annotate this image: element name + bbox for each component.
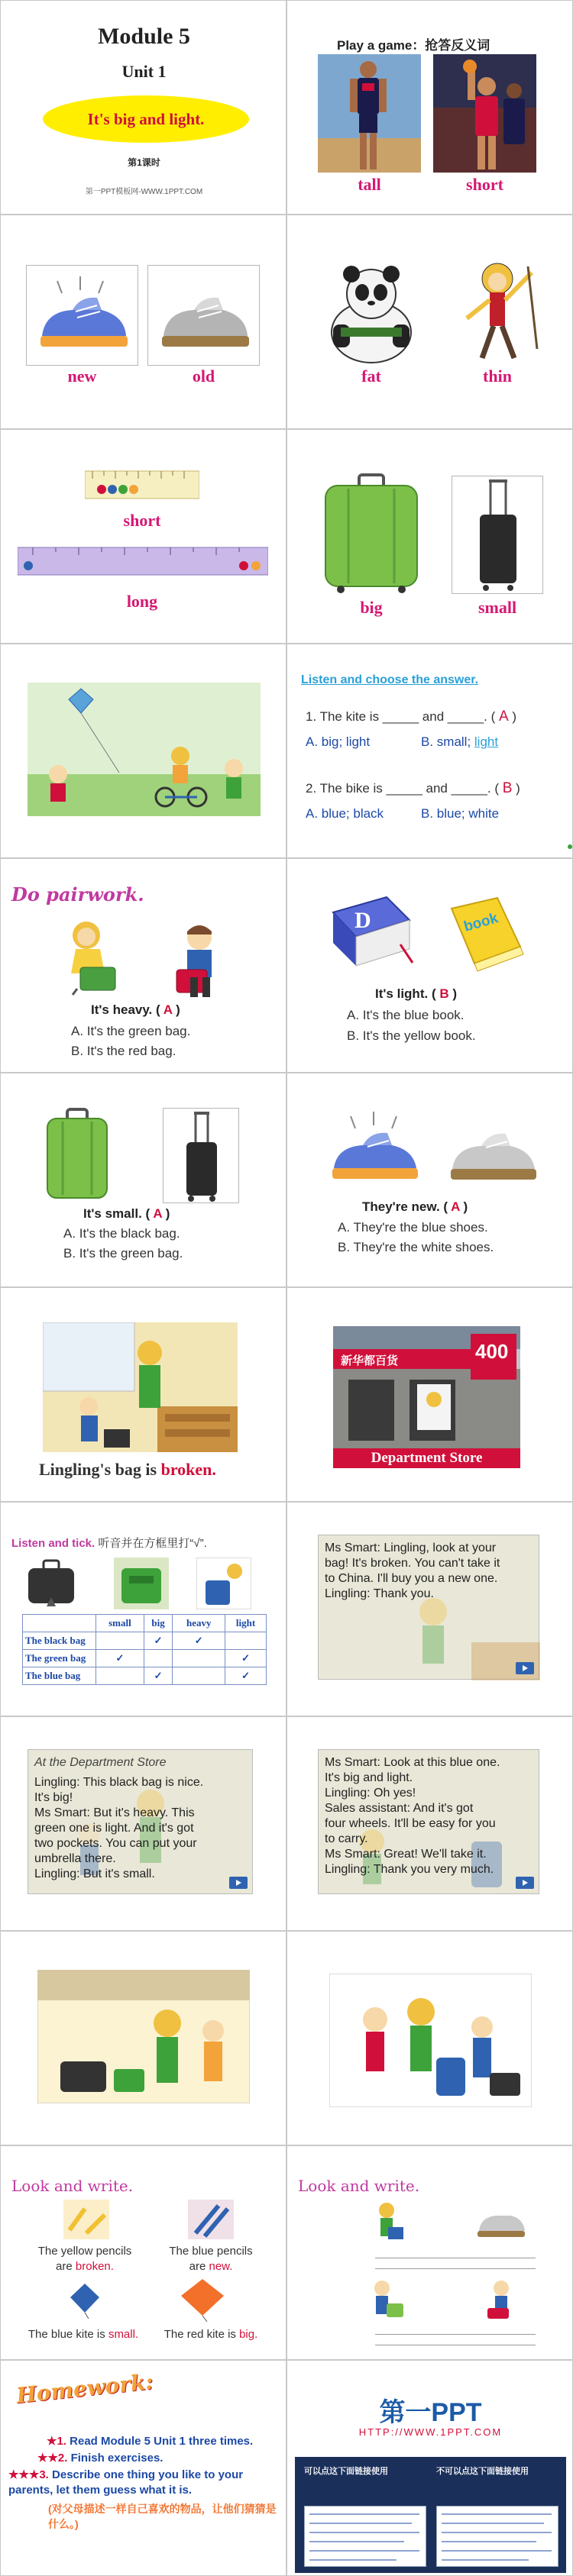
new-question-text: They're new.	[362, 1199, 440, 1214]
tick-col-3: heavy	[173, 1615, 225, 1632]
old-shoe-image	[147, 265, 260, 366]
blue-kite-image	[66, 2282, 104, 2319]
heavy-answer: A	[163, 1002, 173, 1017]
small-answer: A	[153, 1206, 162, 1221]
tick-table-header	[23, 1615, 267, 1632]
title-banner	[43, 95, 249, 143]
blue-kite-prefix: The blue kite is	[28, 2328, 108, 2341]
tick-table	[22, 1614, 267, 1685]
heavy-question-text: It's heavy.	[91, 1002, 153, 1017]
homework-text-3: Describe one thing you like to your parents, let them guess what it is.	[8, 2468, 244, 2497]
write-line[interactable]	[375, 2268, 536, 2269]
book-label: book	[461, 910, 500, 935]
yellow-pencils-prefix: are	[56, 2260, 76, 2273]
homework-heading: Homework:	[15, 2368, 155, 2409]
broken-bag-scene-image	[43, 1322, 238, 1452]
slide-new-shoes	[286, 1073, 573, 1287]
small-question	[83, 1206, 170, 1222]
tick-col-1: small	[96, 1615, 144, 1632]
slide-fat-thin	[286, 215, 573, 429]
play-button[interactable]	[516, 1877, 534, 1889]
dialogue-1-line: Lingling: Thank you.	[325, 1587, 434, 1600]
broken-caption	[39, 1460, 216, 1480]
long-ruler-image	[18, 543, 268, 579]
dictionary-image	[318, 889, 417, 981]
blue-kite-highlight: small.	[108, 2328, 139, 2341]
dialogue-3-line: Sales assistant: And it's got	[325, 1802, 474, 1815]
slide-scene-shop-1	[0, 1931, 286, 2145]
dialogue-3-panel	[318, 1749, 539, 1894]
q1-option-a: A. big; light	[306, 734, 371, 749]
tick-cell[interactable]	[225, 1632, 267, 1650]
table-row	[23, 1667, 267, 1685]
store-sign-number: 400	[475, 1340, 509, 1363]
store-sign-shop: 新华都百货	[341, 1354, 399, 1367]
white-shoes-image	[440, 1108, 547, 1196]
homework-text-1: Read Module 5 Unit 1 three times.	[70, 2435, 254, 2448]
slide-listen-choose	[286, 644, 573, 858]
new-shoe-image	[26, 265, 138, 366]
slide-big-small	[286, 429, 573, 644]
row-label: The green bag	[23, 1650, 96, 1667]
answer-2: B	[502, 780, 513, 796]
new-answer-open: (	[443, 1199, 452, 1214]
slide-park-scene	[0, 644, 286, 858]
q2-option-b: B. blue; white	[421, 806, 500, 821]
homework-stars-1: ★1.	[47, 2435, 66, 2448]
pairwork-heading: Do pairwork.	[11, 883, 144, 905]
yellow-pencils-sentence	[24, 2244, 146, 2274]
blue-kite-sentence	[15, 2328, 152, 2341]
question-2-text: 2. The bike is _____ and _____.	[306, 781, 491, 796]
credits-links-left[interactable]	[304, 2506, 426, 2567]
tick-cell[interactable]: ✓	[144, 1632, 173, 1650]
small-answer-open: (	[145, 1206, 154, 1221]
q1-option-b-text: B. small;	[421, 734, 474, 749]
light-answer-open: (	[431, 986, 440, 1001]
small-answer-close: )	[161, 1206, 170, 1221]
credits-col-left-title: 可以点这下面链接使用	[304, 2467, 388, 2476]
table-row	[23, 1632, 267, 1650]
homework-text-2: Finish exercises.	[70, 2452, 163, 2465]
unit-title: Unit 1	[121, 62, 167, 81]
yellow-pencils-line2	[24, 2259, 146, 2274]
blue-pencils-line1: The blue pencils	[169, 2245, 253, 2258]
new-option-b: B. They're the white shoes.	[338, 1240, 494, 1254]
girl-carrying-bag-image	[54, 912, 138, 996]
short-ruler-image	[85, 468, 199, 502]
heavy-answer-close: )	[172, 1002, 180, 1017]
new-question	[362, 1199, 468, 1215]
broken-caption-text: Lingling's bag is	[39, 1460, 161, 1479]
slide-new-old	[0, 215, 286, 429]
tick-heading	[11, 1535, 207, 1551]
dialogue-3-line: Lingling: Thank you very much.	[325, 1863, 494, 1876]
tick-cell[interactable]: ✓	[225, 1650, 267, 1667]
green-bag-image	[114, 1558, 169, 1609]
heavy-question	[91, 1002, 180, 1018]
tick-cell[interactable]	[144, 1650, 173, 1667]
yellow-pencils-line1: The yellow pencils	[37, 2245, 132, 2258]
dialogue-3-line: four wheels. It'll be easy for you	[325, 1817, 496, 1830]
blue-bag-image	[196, 1558, 251, 1609]
slide-tall-short	[286, 0, 573, 215]
dialogue-2-line: Ms Smart: But it's heavy. This	[34, 1806, 195, 1819]
module-title: Module 5	[98, 24, 190, 49]
q2-option-a: A. blue; black	[306, 806, 384, 821]
blue-pencils-sentence	[150, 2244, 272, 2274]
answer-1: A	[499, 709, 509, 725]
dialogue-3-line: to carry.	[325, 1832, 368, 1845]
slide-short-long	[0, 429, 286, 644]
homework-stars-2: ★★2.	[37, 2452, 68, 2465]
tick-cell[interactable]	[173, 1667, 225, 1685]
big-suitcase-image	[318, 472, 425, 594]
write-line[interactable]	[375, 2334, 536, 2335]
tick-col-2: big	[144, 1615, 173, 1632]
brand-title: 第一PPT	[379, 2398, 482, 2427]
word-old: old	[192, 366, 215, 386]
girl-case-image	[364, 2277, 410, 2323]
heavy-answer-open: (	[156, 1002, 163, 1017]
word-short: short	[466, 175, 503, 194]
lesson-label: 第1课时	[128, 157, 160, 168]
light-question-text: It's light.	[375, 986, 429, 1001]
park-kite-image	[28, 683, 261, 816]
shop-scene-image-1	[37, 1970, 250, 2103]
answer-2-open: (	[494, 781, 503, 796]
look-write-heading-1: Look and write.	[11, 2177, 134, 2195]
slide-homework	[0, 2360, 286, 2576]
green-suitcase-image	[43, 1108, 112, 1203]
homework-item-1	[47, 2434, 253, 2448]
question-2	[306, 780, 520, 797]
slide-look-write-1	[0, 2145, 286, 2360]
credits-links-right[interactable]	[436, 2506, 558, 2567]
dialogue-1-panel	[318, 1535, 539, 1680]
tick-cell[interactable]	[96, 1667, 144, 1685]
red-kite-image	[175, 2277, 230, 2322]
blue-shoes-image	[322, 1104, 429, 1196]
new-answer: A	[451, 1199, 460, 1214]
blue-pencils-highlight: new.	[209, 2260, 233, 2273]
credit-text: 第一PPT模板网-WWW.1PPT.COM	[85, 188, 203, 196]
slide-department-store	[286, 1287, 573, 1502]
brand-url: HTTP://WWW.1PPT.COM	[358, 2426, 503, 2438]
small-option-a: A. It's the black bag.	[63, 1226, 180, 1241]
tall-player-image	[318, 54, 421, 173]
panda-image	[318, 257, 425, 364]
listen-heading: Listen and choose the answer.	[301, 673, 479, 686]
slide-small-bag	[0, 1073, 286, 1287]
blue-pencils-prefix: are	[189, 2260, 209, 2273]
dialogue-3-line: Lingling: Oh yes!	[325, 1787, 416, 1800]
game-heading: Play a game：抢答反义词	[337, 38, 490, 53]
slide-dialogue-2	[0, 1716, 286, 1931]
play-button[interactable]	[516, 1662, 534, 1674]
dialogue-2-line: Lingling: But it's small.	[34, 1867, 155, 1880]
black-trolley-image	[163, 1108, 239, 1203]
word-new: new	[67, 366, 97, 386]
light-question	[375, 986, 457, 1002]
answer-1-close: )	[508, 709, 517, 724]
monkey-image	[452, 257, 543, 364]
credits-col-right-title: 不可以点这下面链接使用	[436, 2467, 529, 2476]
boy-carrying-bag-image	[161, 916, 238, 1000]
store-photo-image	[333, 1326, 520, 1448]
new-answer-close: )	[459, 1199, 468, 1214]
red-kite-sentence	[146, 2328, 276, 2341]
homework-item-3	[8, 2468, 268, 2498]
dialogue-2-line: It's big!	[34, 1791, 73, 1804]
q1-option-b-highlight: light	[474, 734, 499, 749]
word-big: big	[360, 598, 383, 617]
row-label: The blue bag	[23, 1667, 96, 1685]
heavy-option-a: A. It's the green bag.	[71, 1024, 191, 1038]
girl-bag-image	[364, 2200, 410, 2245]
light-answer-close: )	[448, 986, 458, 1001]
word-small: small	[478, 598, 517, 617]
slide-scene-shop-2	[286, 1931, 573, 2145]
dialogue-3-line: Ms Smart: Great! We'll take it.	[325, 1848, 487, 1861]
tick-col-0	[23, 1615, 96, 1632]
word-short-ruler: short	[123, 511, 161, 530]
slide-listen-tick	[0, 1502, 286, 1716]
tick-cell[interactable]: ✓	[144, 1667, 173, 1685]
tick-cell[interactable]	[173, 1650, 225, 1667]
dialogue-2-heading: At the Department Store	[34, 1756, 167, 1769]
look-write-heading-2: Look and write.	[298, 2177, 420, 2195]
heavy-option-b: B. It's the red bag.	[71, 1044, 176, 1058]
small-question-text: It's small.	[83, 1206, 142, 1221]
slide-credits	[286, 2360, 573, 2576]
slide-pairwork-heavy	[0, 858, 286, 1073]
tick-cell[interactable]: ✓	[225, 1667, 267, 1685]
play-button[interactable]	[229, 1877, 248, 1889]
tick-cell[interactable]: ✓	[173, 1632, 225, 1650]
store-label-bar	[333, 1448, 520, 1468]
light-option-a: A. It's the blue book.	[347, 1008, 465, 1022]
homework-note: (对父母描述一样自己喜欢的物品，让他们猜猜是什么。)	[48, 2503, 277, 2530]
answer-1-open: (	[490, 709, 499, 724]
dialogue-1-line: bag! It's broken. You can't take it	[325, 1557, 500, 1570]
short-player-image	[433, 54, 536, 173]
yellow-pencils-image	[63, 2200, 109, 2239]
answer-2-close: )	[512, 781, 520, 796]
slide-broken-bag	[0, 1287, 286, 1502]
dialogue-2-panel	[28, 1749, 253, 1894]
question-1-text: 1. The kite is _____ and _____.	[306, 709, 487, 724]
blue-pencils-line2	[150, 2259, 272, 2274]
dialogue-1-line: to China. I'll buy you a new one.	[325, 1572, 498, 1585]
word-thin: thin	[483, 366, 512, 386]
dialogue-1-line: Ms Smart: Lingling, look at your	[325, 1541, 497, 1554]
boy-bag-image	[478, 2277, 524, 2323]
tick-col-4: light	[225, 1615, 267, 1632]
slide-title	[0, 0, 286, 215]
row-label: The black bag	[23, 1632, 96, 1650]
dialogue-2-line: umbrella there.	[34, 1852, 116, 1865]
small-option-b: B. It's the green bag.	[63, 1246, 183, 1261]
light-answer: B	[439, 986, 449, 1001]
shoes-image	[474, 2203, 528, 2242]
svg-text:D: D	[354, 908, 371, 933]
q1-option-b	[421, 734, 498, 750]
homework-stars-3: ★★★3.	[8, 2468, 49, 2481]
green-dot-icon	[568, 844, 572, 849]
yellow-book-image	[444, 893, 528, 981]
homework-item-2	[37, 2451, 163, 2465]
dialogue-3-line: It's big and light.	[325, 1771, 413, 1784]
red-kite-prefix: The red kite is	[163, 2328, 240, 2341]
question-1	[306, 709, 516, 725]
red-kite-highlight: big.	[239, 2328, 258, 2341]
tick-heading-en: Listen and tick.	[11, 1537, 96, 1550]
slide-look-write-2	[286, 2145, 573, 2360]
dialogue-2-line: green one is light. And it's got	[34, 1822, 194, 1835]
credits-panel	[295, 2457, 566, 2573]
small-suitcase-image	[452, 476, 543, 594]
dialogue-2-line: two pockets. You can put your	[34, 1837, 197, 1850]
table-row	[23, 1650, 267, 1667]
dialogue-2-line: Lingling: This black bag is nice.	[34, 1776, 204, 1789]
slide-dialogue-1	[286, 1502, 573, 1716]
blue-pencils-image	[188, 2200, 234, 2239]
new-option-a: A. They're the blue shoes.	[338, 1220, 488, 1235]
black-bag-image	[24, 1558, 79, 1609]
word-fat: fat	[361, 366, 381, 386]
light-option-b: B. It's the yellow book.	[347, 1028, 476, 1043]
shop-scene-image-2	[329, 1974, 532, 2107]
slide-light-book	[286, 858, 573, 1073]
banner-text: It's big and light.	[87, 110, 205, 128]
tick-heading-cn: 听音并在方框里打“√”.	[98, 1537, 207, 1550]
store-label: Department Store	[371, 1450, 483, 1466]
word-tall: tall	[358, 175, 381, 194]
tick-cell[interactable]	[96, 1632, 144, 1650]
tick-cell[interactable]: ✓	[96, 1650, 144, 1667]
yellow-pencils-highlight: broken.	[75, 2260, 114, 2273]
dialogue-3-line: Ms Smart: Look at this blue one.	[325, 1756, 500, 1769]
broken-caption-highlight: broken.	[160, 1460, 216, 1479]
slide-dialogue-3	[286, 1716, 573, 1931]
word-long: long	[126, 592, 158, 611]
